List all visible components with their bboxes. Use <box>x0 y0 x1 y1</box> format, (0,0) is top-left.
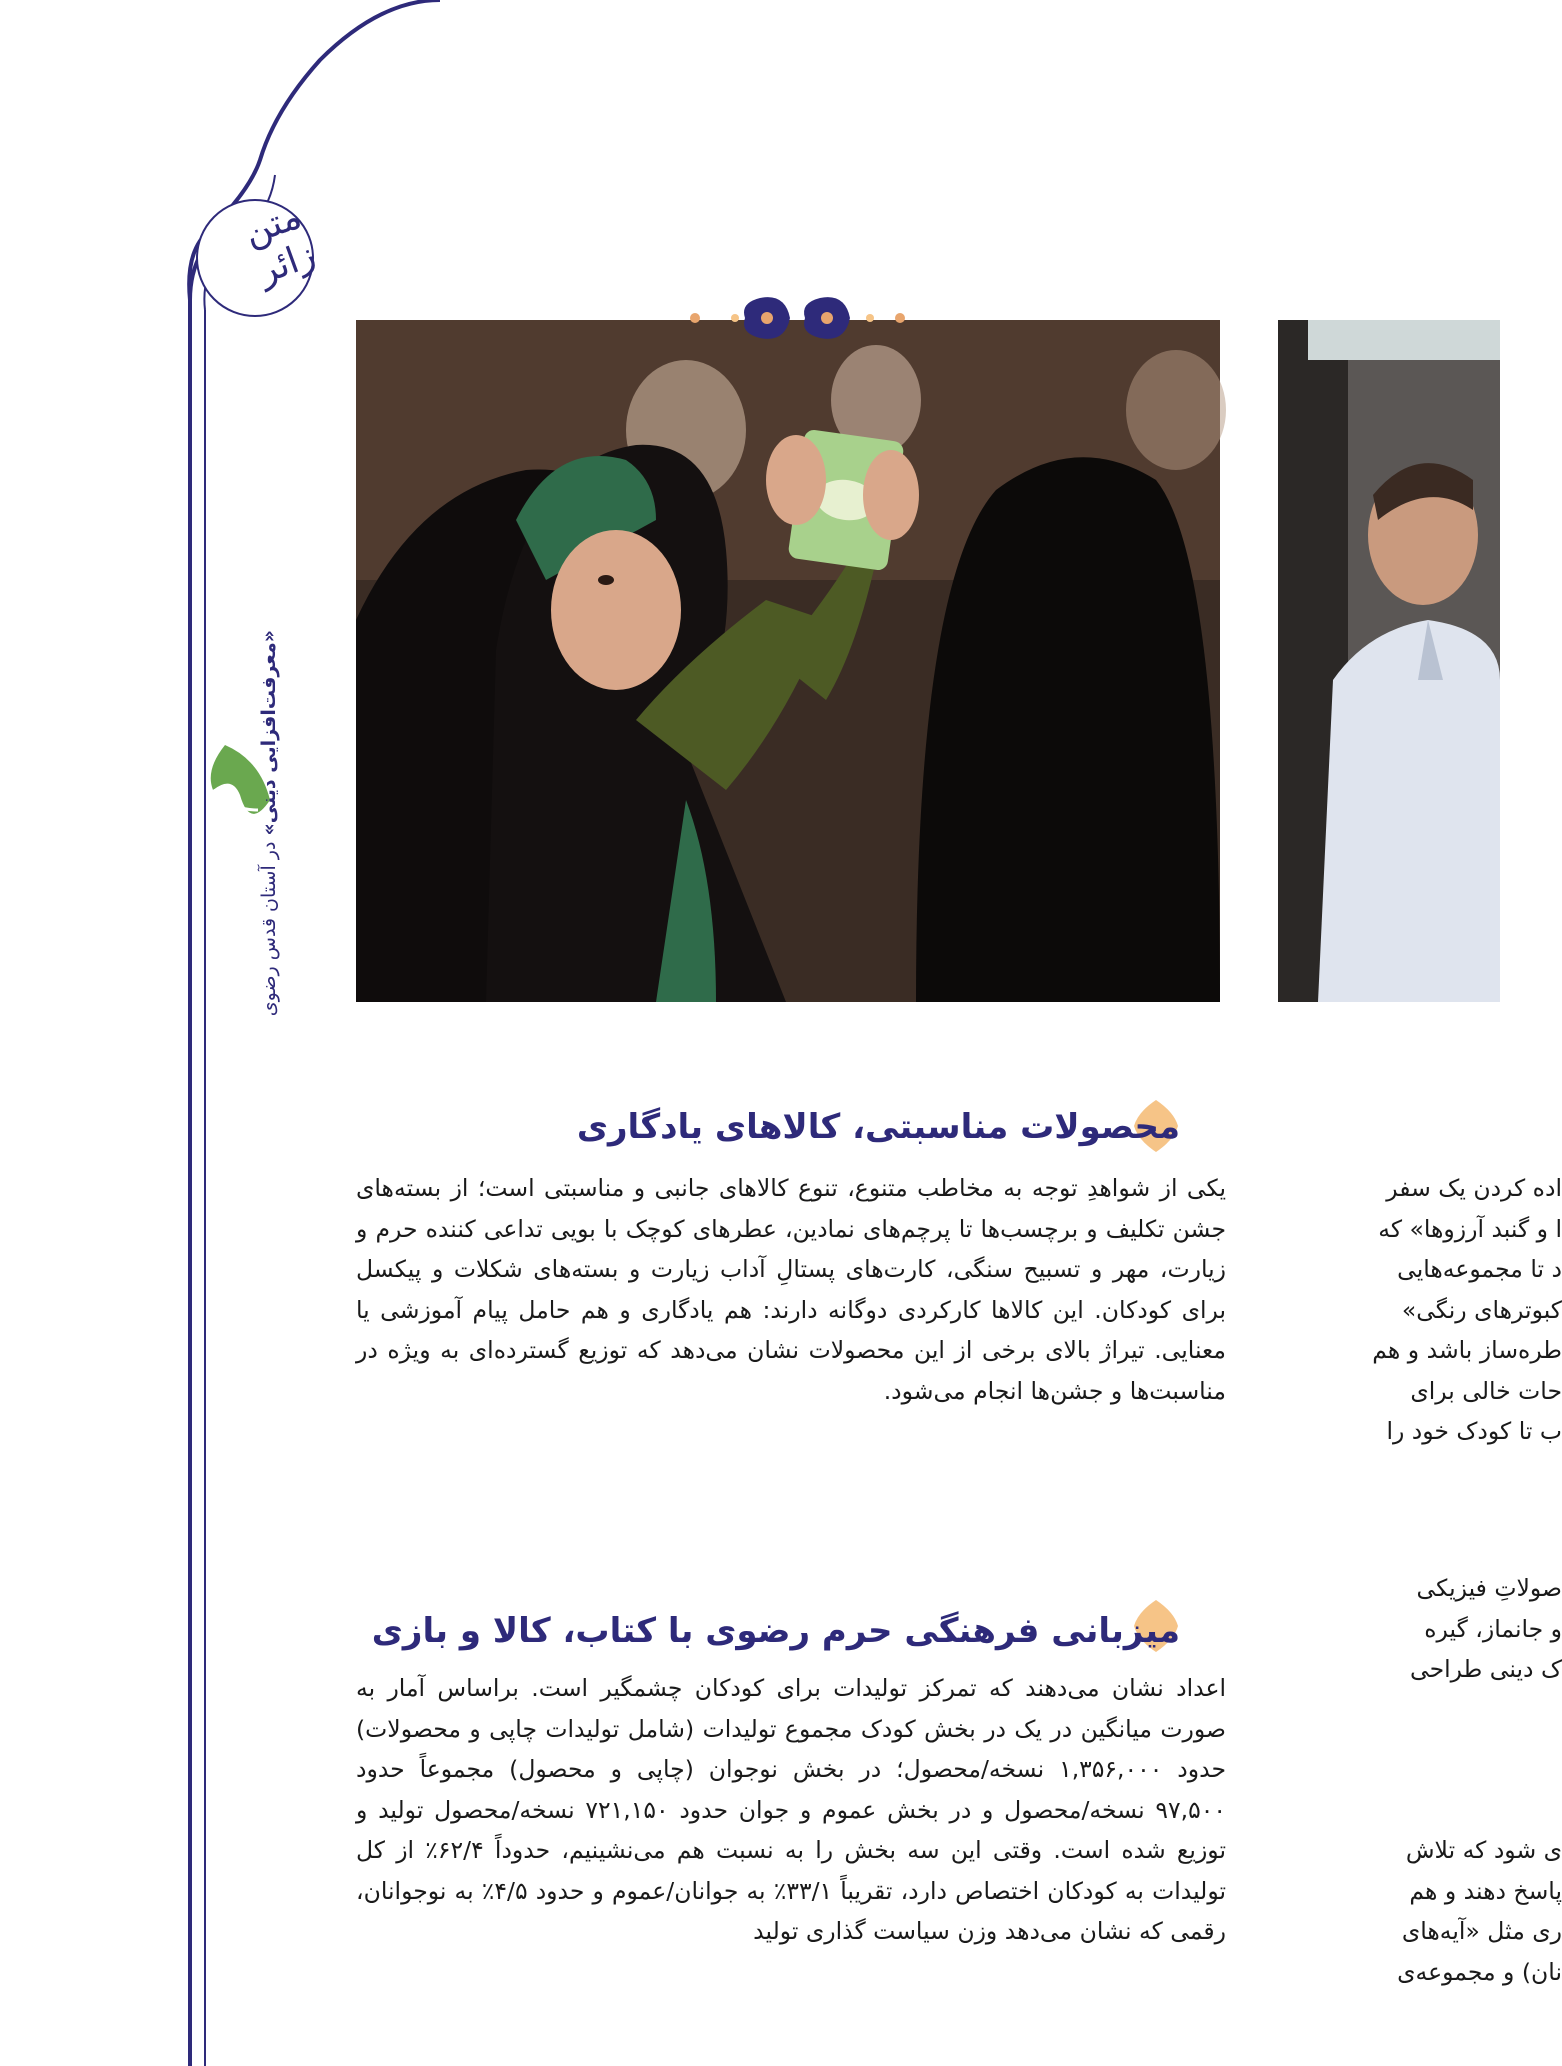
right-line: ا و گنبد آرزوها» که <box>1378 1214 1562 1243</box>
section-2-body <box>356 1668 1226 1952</box>
section-2-title: میزبانی فرهنگی حرم رضوی با کتاب، کالا و بازی <box>371 1611 1180 1651</box>
right-line: ب تا کودک خود را <box>1386 1417 1562 1445</box>
right-line: اده کردن یک سفر <box>1386 1174 1562 1202</box>
section-1-title: محصولات مناسبتی، کالاهای یادگاری <box>576 1107 1180 1147</box>
right-line: طره‌ساز باشد و هم <box>1372 1336 1562 1364</box>
right-photo <box>1278 320 1500 1002</box>
right-line: ی شود که تلاش <box>1405 1836 1562 1864</box>
right-line: حات خالی برای <box>1410 1376 1562 1405</box>
vertical-caption <box>258 630 280 1016</box>
right-line: د تا مجموعه‌هایی <box>1397 1255 1562 1283</box>
vertical-caption-quote: «معرفت‌افزایی دینی» <box>258 630 280 836</box>
section-1-body <box>356 1168 1226 1411</box>
section-1-paragraph: یکی از شواهدِ توجه به مخاطب متنوع، تنوع کالاهای جانبی و مناسبتی است؛ از بسته‌های جشن تکلیف و برچسب‌ها تا پرچم‌های نمادین، عطرهای کوچک با بویی تداعی کننده حرم و زیارت، مهر و تسبیح سنگی، کارت‌های پستالِ آداب زیارت و بسته‌های شکلات و پیکسل برای کودکان. این کالاها کارکردی دوگانه دارند: هم یادگاری و هم حامل پیام آموزشی یا معنایی. تیراژ بالای برخی از این محصولات نشان می‌دهد که توزیع گسترده‌ای به ویژه در مناسبت‌ها و جشن‌ها انجام می‌شود. <box>356 1174 1226 1405</box>
right-line: ری مثل «آیه‌های <box>1401 1917 1562 1945</box>
vertical-caption-rest: در آستان قدس رضوی <box>258 841 280 1017</box>
right-line: نان) و مجموعه‌ی <box>1397 1957 1562 1986</box>
section-2-paragraph: اعداد نشان می‌دهند که تمرکز تولیدات برای کودکان چشمگیر است. براساس آمار به صورت میانگین در یک در بخش کودک مجموع تولیدات (شامل تولیدات چاپی و محصولات) حدود ۱,۳۵۶,۰۰۰ نسخه/محصول؛ در بخش نوجوان (چاپی و محصول) مجموعاً حدود ۹۷,۵۰۰ نسخه/محصول و در بخش عموم و جوان حدود ۷۲۱,۱۵۰ نسخه/محصول تولید و توزیع شده است. وقتی این سه بخش را به نسبت هم می‌نشینیم، حدوداً ۶۲/۴٪ از کل تولیدات به کودکان اختصاص دارد، تقریباً ۳۳/۱٪ به جوانان/عموم و حدود ۴/۵٪ به نوجوانان، رقمی که نشان می‌دهد وزن سیاست گذاری تولید <box>356 1674 1227 1945</box>
right-column-block-3 <box>1262 1830 1562 1992</box>
right-column-block-2 <box>1262 1568 1562 1690</box>
logo: متن زائر <box>238 195 321 293</box>
man-white-shirt-image <box>1278 320 1500 1002</box>
girl-photographing-image <box>356 320 1220 1002</box>
ornament <box>655 288 925 348</box>
right-line: کبوترهای رنگی» <box>1401 1295 1562 1324</box>
right-line: ک دینی طراحی <box>1410 1655 1562 1683</box>
right-line: پاسخ دهند و هم <box>1409 1876 1562 1905</box>
page-frame <box>0 0 320 2066</box>
right-column-block-1 <box>1262 1168 1562 1452</box>
main-photo <box>356 320 1220 1002</box>
right-line: و جانماز، گیره <box>1424 1614 1562 1643</box>
right-line: صولاتِ فیزیکی <box>1416 1574 1562 1602</box>
